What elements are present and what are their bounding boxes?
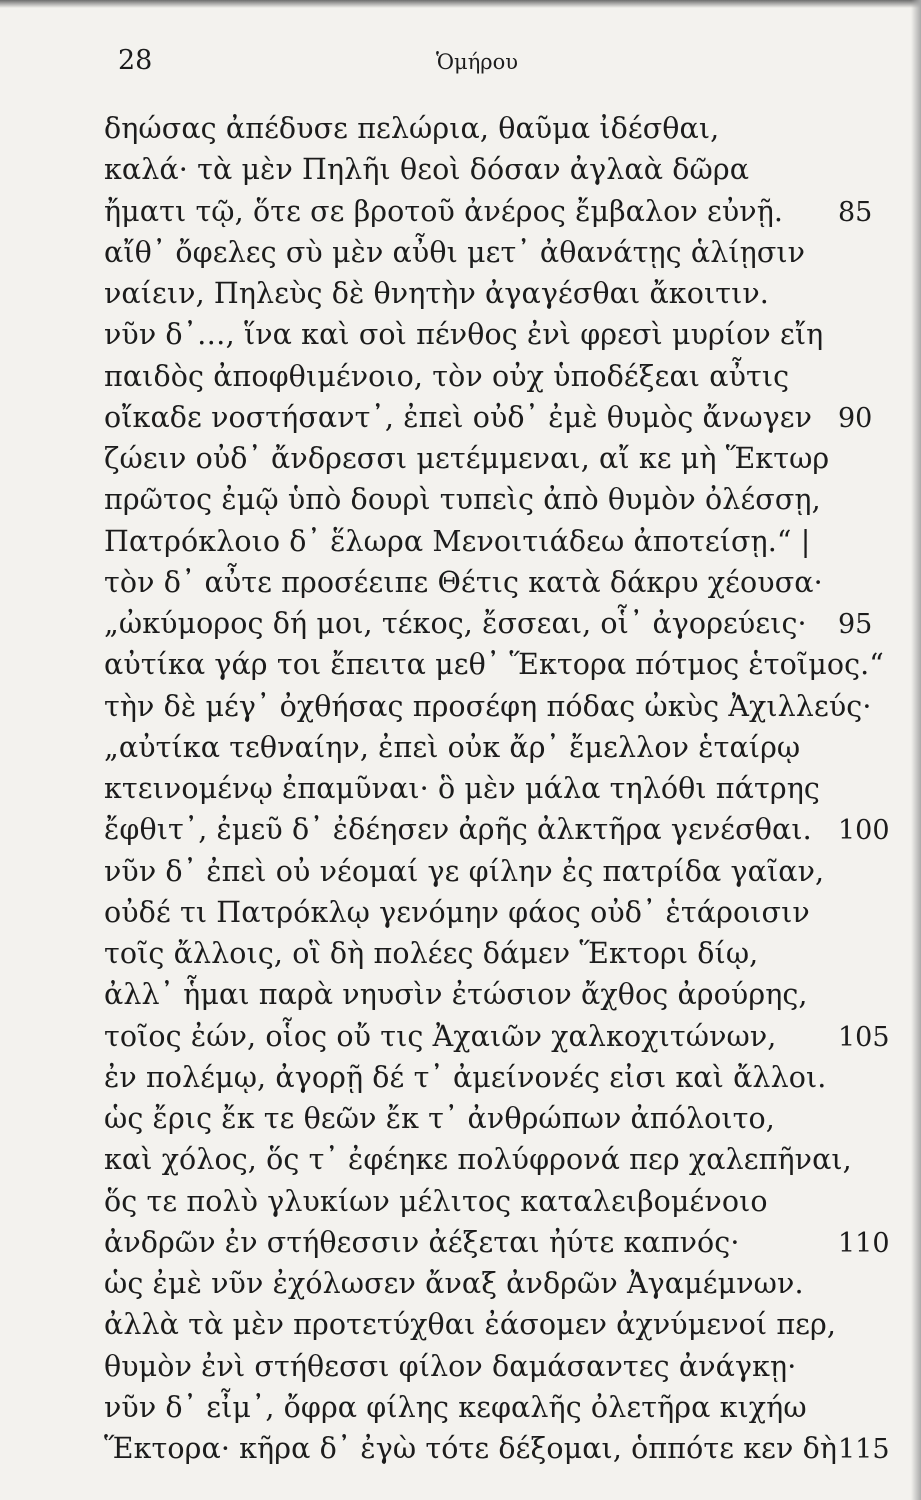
verse-line: ναίειν, Πηλεὺς δὲ θνητὴν ἀγαγέσθαι ἄκοιτιν. [104,277,769,310]
verse-line: καὶ χόλος, ὅς τ᾽ ἐφέηκε πολύφρονά περ χαλεπῆναι, [104,1143,852,1177]
verse-line: ἤματι τῷ, ὅτε σε βροτοῦ ἀνέρος ἔμβαλον εὐνῇ. [104,194,784,228]
line-number: 95 [838,609,873,640]
verse-line: τὸν δ᾽ αὖτε προσέειπε Θέτις κατὰ δάκρυ χέουσα· [104,565,823,599]
verse-line: νῦν δ᾽ εἶμ᾽, ὄφρα φίλης κεφαλῆς ὀλετῆρα κιχήω [104,1390,807,1424]
verse-line: „αὐτίκα τεθναίην, ἐπεὶ οὐκ ἄρ᾽ ἔμελλον ἑταίρῳ [104,730,801,764]
verse-line: ὅς τε πολὺ γλυκίων μέλιτος καταλειβομένοιο [104,1184,768,1218]
running-head: Ὁμήρου [436,50,519,74]
line-number: 115 [838,1434,890,1465]
verse-line: Πατρόκλοιο δ᾽ ἕλωρα Μενοιτιάδεω ἀποτείσῃ.“ | [104,524,811,558]
line-number: 105 [838,1021,890,1053]
verse-line: πρῶτος ἐμῷ ὑπὸ δουρὶ τυπεὶς ἀπὸ θυμὸν ὀλέσσῃ, [104,483,821,517]
verse-line: ἀλλὰ τὰ μὲν προτετύχθαι ἐάσομεν ἀχνύμενοί περ, [104,1308,837,1342]
verse-line: νῦν δ᾽…, ἵνα καὶ σοὶ πένθος ἐνὶ φρεσὶ μυρίον εἴη [104,318,824,352]
page-top-edge [0,0,921,8]
verse-line: ἀνδρῶν ἐν στήθεσσιν ἀέξεται ἠύτε καπνός· [104,1225,740,1259]
verse-line: οἴκαδε νοστήσαντ᾽, ἐπεὶ οὐδ᾽ ἐμὲ θυμὸς ἄνωγεν [104,400,813,434]
verse-line: τὴν δὲ μέγ᾽ ὀχθήσας προσέφη πόδας ὠκὺς Ἀχιλλεύς· [104,689,872,723]
line-number: 110 [838,1227,890,1259]
verse-line: οὐδέ τι Πατρόκλῳ γενόμην φάος οὐδ᾽ ἑτάροισιν [104,895,810,929]
verse-line: ζώειν οὐδ᾽ ἄνδρεσσι μετέμμεναι, αἴ κε μὴ Ἕκτωρ [104,442,830,475]
verse-line: δηώσας ἀπέδυσε πελώρια, θαῦμα ἰδέσθαι, [104,112,720,145]
verse-line: ἐν πολέμῳ, ἀγορῇ δέ τ᾽ ἀμείνονές εἰσι καὶ ἄλλοι. [104,1060,827,1094]
verse-line: ἔφθιτ᾽, ἐμεῦ δ᾽ ἐδέησεν ἀρῆς ἀλκτῆρα γενέσθαι. [104,813,812,847]
verse-line: θυμὸν ἐνὶ στήθεσσι φίλον δαμάσαντες ἀνάγκῃ· [104,1349,797,1383]
verse-line: Ἕκτορα· κῆρα δ᾽ ἐγὼ τότε δέξομαι, ὁππότε κεν δὴ [104,1432,838,1465]
verse-line: ὡς ἐμὲ νῦν ἐχόλωσεν ἄναξ ἀνδρῶν Ἀγαμέμνων. [104,1267,804,1300]
verse-line: ὡς ἔρις ἔκ τε θεῶν ἔκ τ᾽ ἀνθρώπων ἀπόλοιτο, [104,1102,775,1135]
line-number: 100 [838,815,890,847]
verse-line: τοῖς ἄλλοις, οἳ δὴ πολέες δάμεν Ἕκτορι δίῳ, [104,937,759,970]
page-right-edge [911,0,921,1500]
line-number: 85 [838,196,873,228]
verse-line: παιδὸς ἀποφθιμένοιο, τὸν οὐχ ὑποδέξεαι αὖτις [104,359,790,393]
verse-line: ἀλλ᾽ ἧμαι παρὰ νηυσὶν ἐτώσιον ἄχθος ἀρούρης, [104,978,808,1012]
page-number: 28 [118,45,153,76]
verse-line: αὐτίκα γάρ τοι ἔπειτα μεθ᾽ Ἕκτορα πότμος ἑτοῖμος.“ [104,648,884,682]
verse-line: αἴθ᾽ ὄφελες σὺ μὲν αὖθι μετ᾽ ἀθανάτῃς ἁλίῃσιν [104,235,806,269]
verse-line: κτεινομένῳ ἐπαμῦναι· ὃ μὲν μάλα τηλόθι πάτρης [104,772,820,805]
verse-line: νῦν δ᾽ ἐπεὶ οὐ νέομαί γε φίλην ἐς πατρίδα γαῖαν, [104,854,825,888]
verse-line: καλά· τὰ μὲν Πηλῆι θεοὶ δόσαν ἀγλαὰ δῶρα [104,153,750,187]
verse-line: „ὠκύμορος δή μοι, τέκος, ἔσσεαι, οἷ᾽ ἀγορεύεις· [104,607,807,640]
line-number: 90 [838,402,873,434]
verse-line: τοῖος ἐών, οἷος οὔ τις Ἀχαιῶν χαλκοχιτώνων, [104,1019,777,1053]
